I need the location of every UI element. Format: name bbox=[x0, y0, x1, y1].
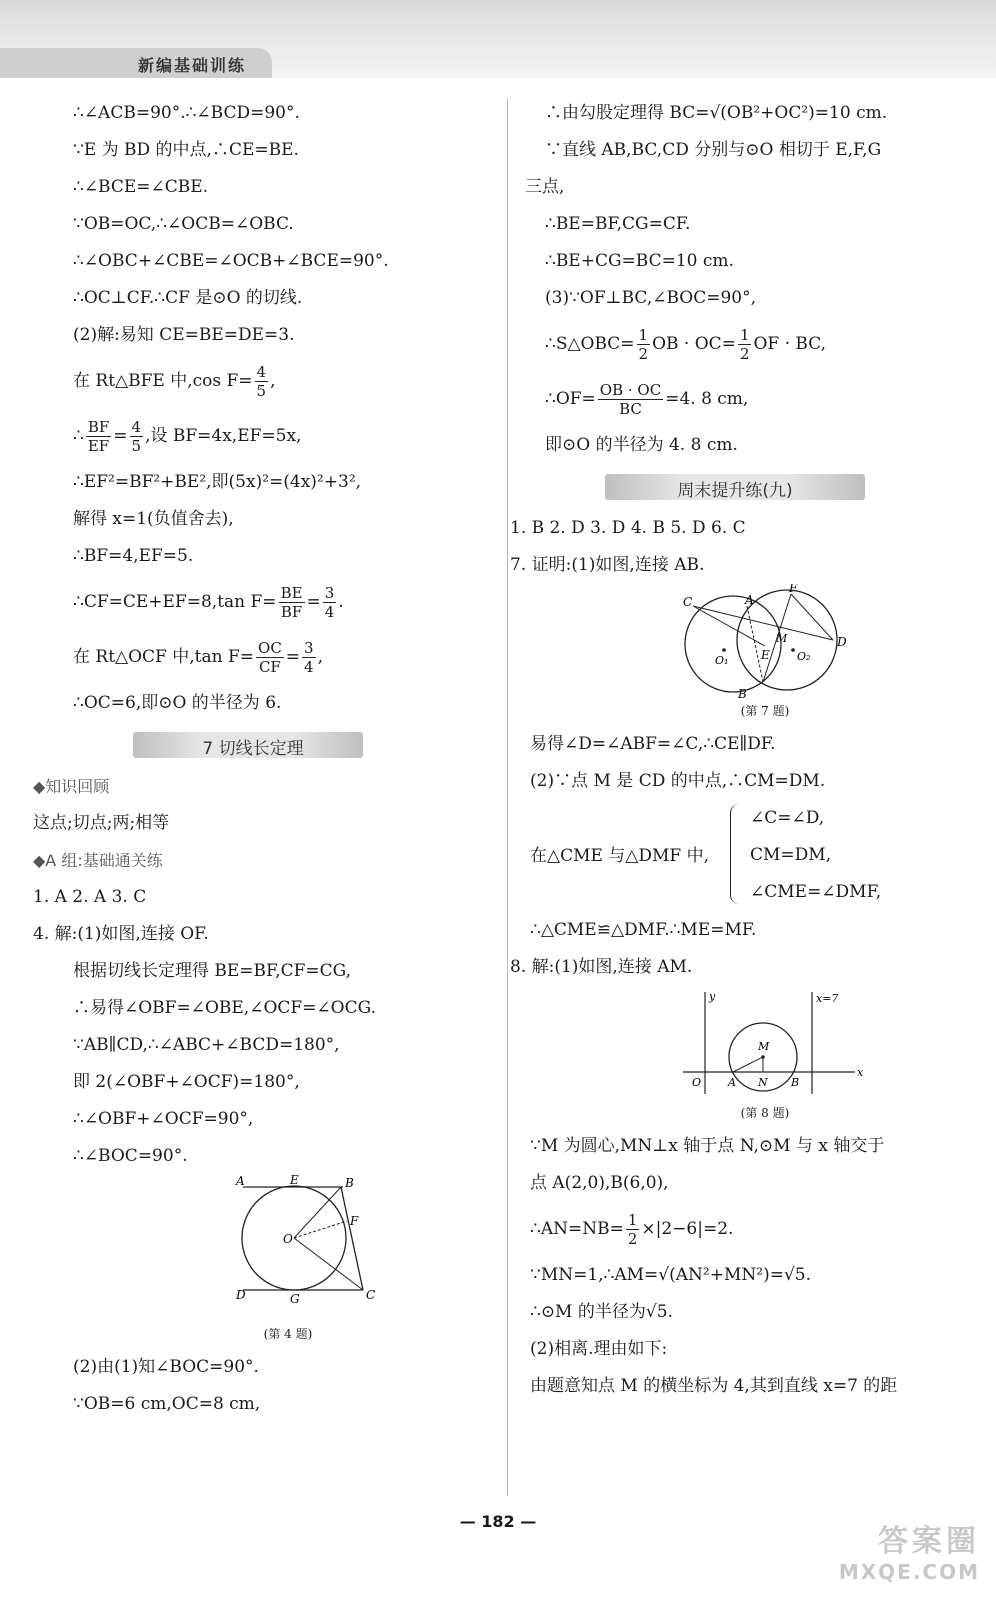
answer-line: 1. A 2. A 3. C bbox=[33, 887, 147, 907]
figure-7 bbox=[545, 584, 985, 702]
text-line: ∴BE=BF,CG=CF. bbox=[545, 214, 691, 234]
text-line: ∵OB=OC,∴∠OCB=∠OBC. bbox=[73, 214, 294, 234]
numerator: 1 bbox=[739, 326, 750, 344]
formula-line bbox=[530, 1202, 985, 1257]
label-G: G bbox=[290, 1292, 300, 1306]
denominator: 2 bbox=[739, 345, 750, 363]
label-x: x bbox=[857, 1066, 864, 1079]
text-line: 易得∠D=∠ABF=∠C,∴CE∥DF. bbox=[530, 734, 776, 754]
point-O2 bbox=[791, 648, 795, 652]
point-O1 bbox=[722, 648, 726, 652]
label-M: M bbox=[776, 632, 788, 645]
label-C: C bbox=[366, 1288, 376, 1302]
text: OF · BC, bbox=[753, 334, 827, 354]
line-CE bbox=[693, 606, 765, 646]
label-O2: O₂ bbox=[797, 650, 811, 663]
text-line: (2)由(1)知∠BOC=90°. bbox=[73, 1357, 259, 1377]
line-OB bbox=[294, 1187, 341, 1238]
numerator: 3 bbox=[324, 584, 335, 602]
right-column bbox=[510, 95, 985, 1405]
numerator: 1 bbox=[638, 326, 649, 344]
text-line: 4. 解:(1)如图,连接 OF. bbox=[33, 924, 209, 944]
label-O1: O₁ bbox=[715, 654, 729, 667]
text: ∴S△OBC= bbox=[545, 334, 635, 354]
label-B: B bbox=[738, 687, 747, 701]
text-line: ∵直线 AB,BC,CD 分别与⊙O 相切于 E,F,G bbox=[545, 140, 882, 160]
text-line: ∵M 为圆心,MN⊥x 轴于点 N,⊙M 与 x 轴交于 bbox=[530, 1136, 885, 1156]
system-item: ∠C=∠D, bbox=[750, 808, 825, 828]
denominator: 2 bbox=[627, 1230, 638, 1248]
fraction bbox=[598, 381, 663, 418]
text-line: 解得 x=1(负值舍去), bbox=[73, 509, 234, 529]
text-line: ∴∠BCE=∠CBE. bbox=[73, 177, 209, 197]
text-line: ∵MN=1,∴AM=√(AN²+MN²)=√5. bbox=[530, 1265, 812, 1285]
system-line bbox=[530, 800, 985, 912]
fraction bbox=[256, 639, 284, 676]
text-line: 7. 证明:(1)如图,连接 AB. bbox=[510, 555, 705, 575]
text: 在 Rt△BFE 中,cos F= bbox=[73, 371, 253, 391]
label-C: C bbox=[683, 595, 693, 609]
denominator: BC bbox=[619, 400, 642, 418]
text-line: ∴BE+CG=BC=10 cm. bbox=[545, 251, 734, 271]
line-CD bbox=[693, 606, 833, 640]
section-banner bbox=[73, 730, 503, 760]
formula-line bbox=[545, 317, 985, 372]
formula-line bbox=[73, 630, 503, 685]
watermark-text: 答案圈 bbox=[878, 1524, 980, 1559]
text-line: (2)∵点 M 是 CD 的中点,∴CM=DM. bbox=[530, 771, 826, 791]
text-line: ∴EF²=BF²+BE²,即(5x)²=(4x)²+3², bbox=[73, 472, 362, 492]
denominator: CF bbox=[258, 658, 281, 676]
fraction bbox=[302, 639, 316, 676]
label-A: A bbox=[236, 1175, 245, 1188]
label-N: N bbox=[758, 1076, 768, 1089]
label-A: A bbox=[728, 1076, 736, 1089]
numerator: BE bbox=[280, 584, 303, 602]
text-line: ∵AB∥CD,∴∠ABC+∠BCD=180°, bbox=[73, 1035, 340, 1055]
line-OC bbox=[294, 1238, 363, 1290]
label-x7: x=7 bbox=[816, 992, 839, 1005]
formula-line bbox=[73, 354, 503, 409]
system-item: CM=DM, bbox=[750, 845, 832, 865]
fraction bbox=[637, 326, 651, 363]
text-line: ∴BF=4,EF=5. bbox=[73, 546, 194, 566]
numerator: 4 bbox=[256, 363, 267, 381]
text-line: 由题意知点 M 的横坐标为 4,其到直线 x=7 的距 bbox=[530, 1376, 898, 1396]
fraction bbox=[626, 1211, 640, 1248]
text-line: ∴⊙M 的半径为√5. bbox=[530, 1302, 673, 1322]
fraction bbox=[279, 584, 305, 621]
label-F: F bbox=[789, 584, 798, 595]
denominator: 4 bbox=[304, 658, 314, 676]
text: , bbox=[270, 371, 276, 391]
banner-title: 7 切线长定理 bbox=[202, 739, 304, 759]
denominator: BF bbox=[280, 603, 303, 621]
text-line: 这点;切点;两;相等 bbox=[33, 813, 170, 833]
text-line: 8. 解:(1)如图,连接 AM. bbox=[510, 957, 693, 977]
text-line: 即⊙O 的半径为 4. 8 cm. bbox=[545, 435, 738, 455]
text: = bbox=[306, 592, 321, 612]
text: ∴OF= bbox=[545, 389, 596, 409]
left-column bbox=[33, 95, 503, 1423]
watermark-url: MXQE.COM bbox=[838, 1560, 980, 1584]
text: ∴CF=CE+EF=8,tan F= bbox=[73, 592, 277, 612]
fraction bbox=[130, 418, 144, 455]
text-line: 即 2(∠OBF+∠OCF)=180°, bbox=[73, 1072, 300, 1092]
figure-8 bbox=[545, 986, 985, 1104]
figure-4-svg bbox=[108, 1175, 468, 1325]
figure-7-svg bbox=[565, 584, 965, 702]
fraction bbox=[86, 418, 111, 455]
figure-caption: (第 8 题) bbox=[740, 1106, 790, 1120]
label-E: E bbox=[761, 648, 770, 662]
label-B: B bbox=[791, 1076, 800, 1089]
numerator: BF bbox=[87, 418, 110, 436]
fraction bbox=[255, 363, 269, 400]
text-line: ∴△CME≌△DMF.∴ME=MF. bbox=[530, 920, 757, 940]
figure-4 bbox=[73, 1175, 503, 1325]
label-O: O bbox=[283, 1232, 293, 1246]
numerator: OC bbox=[258, 639, 282, 657]
text: = bbox=[113, 426, 128, 446]
label-O: O bbox=[692, 1076, 702, 1089]
denominator: 5 bbox=[131, 437, 142, 455]
denominator: 5 bbox=[256, 382, 267, 400]
label-D: D bbox=[236, 1288, 246, 1302]
label-D: D bbox=[837, 635, 847, 649]
text-line: (2)相离.理由如下: bbox=[530, 1339, 668, 1359]
section-label: ◆A 组:基础通关练 bbox=[33, 851, 163, 870]
text-line: ∴∠OBF+∠OCF=90°, bbox=[73, 1109, 254, 1129]
system-item: ∠CME=∠DMF, bbox=[750, 882, 882, 902]
figure-caption: (第 7 题) bbox=[740, 704, 790, 718]
denominator: 2 bbox=[638, 345, 649, 363]
text-line: 三点, bbox=[525, 177, 565, 197]
column-divider bbox=[507, 98, 508, 1496]
denominator: EF bbox=[87, 437, 110, 455]
text: ×|2−6|=2. bbox=[641, 1219, 734, 1239]
text-line: ∴OC⊥CF.∴CF 是⊙O 的切线. bbox=[73, 288, 303, 308]
text: ∴ bbox=[73, 426, 84, 446]
text-line: ∵OB=6 cm,OC=8 cm, bbox=[73, 1394, 261, 1414]
brace bbox=[730, 804, 739, 904]
text-line: 点 A(2,0),B(6,0), bbox=[530, 1173, 669, 1193]
line-AM bbox=[733, 1057, 763, 1072]
figure-caption: (第 4 题) bbox=[263, 1327, 313, 1341]
line-BC bbox=[341, 1187, 363, 1290]
denominator: 4 bbox=[324, 603, 335, 621]
formula-line bbox=[545, 372, 985, 427]
circle-O1 bbox=[685, 596, 781, 692]
text-line: ∵E 为 BD 的中点,∴CE=BE. bbox=[73, 140, 299, 160]
label-F: F bbox=[350, 1214, 359, 1228]
label-E: E bbox=[290, 1175, 299, 1187]
page-number: — 182 — bbox=[459, 1512, 537, 1531]
text: OB · OC= bbox=[652, 334, 736, 354]
text-line: ∴OC=6,即⊙O 的半径为 6. bbox=[73, 693, 282, 713]
text-line: ∴易得∠OBF=∠OBE,∠OCF=∠OCG. bbox=[73, 998, 376, 1018]
text-line: (3)∵OF⊥BC,∠BOC=90°, bbox=[545, 288, 757, 308]
text-line: 根据切线长定理得 BE=BF,CF=CG, bbox=[73, 961, 352, 981]
text-line: (2)解:易知 CE=BE=DE=3. bbox=[73, 325, 295, 345]
text-line: ∴∠BOC=90°. bbox=[73, 1146, 188, 1166]
section-banner bbox=[545, 472, 985, 502]
text-line: ∴∠OBC+∠CBE=∠OCB+∠BCE=90°. bbox=[73, 251, 389, 271]
header-title: 新编基础训练 bbox=[138, 56, 247, 75]
text: ,设 BF=4x,EF=5x, bbox=[145, 426, 302, 446]
fraction bbox=[738, 326, 752, 363]
formula-line bbox=[73, 575, 503, 630]
numerator: 3 bbox=[304, 639, 314, 657]
numerator: OB · OC bbox=[599, 381, 662, 399]
banner-title: 周末提升练(九) bbox=[677, 481, 793, 501]
numerator: 1 bbox=[627, 1211, 638, 1229]
text: . bbox=[338, 592, 344, 612]
watermark bbox=[770, 1516, 980, 1586]
answer-line: 1. B 2. D 3. D 4. B 5. D 6. C bbox=[510, 518, 746, 538]
line-FD bbox=[791, 594, 833, 640]
text: =4. 8 cm, bbox=[665, 389, 749, 409]
text: 在△CME 与△DMF 中, bbox=[530, 846, 710, 866]
label-A: A bbox=[745, 593, 754, 607]
label-M: M bbox=[758, 1040, 770, 1053]
text: , bbox=[317, 647, 323, 667]
numerator: 4 bbox=[131, 418, 142, 436]
figure-8-svg bbox=[565, 986, 965, 1104]
label-B: B bbox=[345, 1176, 354, 1190]
formula-line bbox=[73, 409, 503, 464]
text: 在 Rt△OCF 中,tan F= bbox=[73, 647, 255, 667]
point-M bbox=[761, 1055, 765, 1059]
section-label: ◆知识回顾 bbox=[33, 777, 110, 796]
text-line: ∴∠ACB=90°.∴∠BCD=90°. bbox=[73, 103, 300, 123]
text-line: ∴由勾股定理得 BC=√(OB²+OC²)=10 cm. bbox=[545, 103, 888, 123]
text: = bbox=[285, 647, 301, 667]
text: ∴AN=NB= bbox=[530, 1219, 624, 1239]
fraction bbox=[323, 584, 337, 621]
label-y: y bbox=[709, 990, 716, 1003]
